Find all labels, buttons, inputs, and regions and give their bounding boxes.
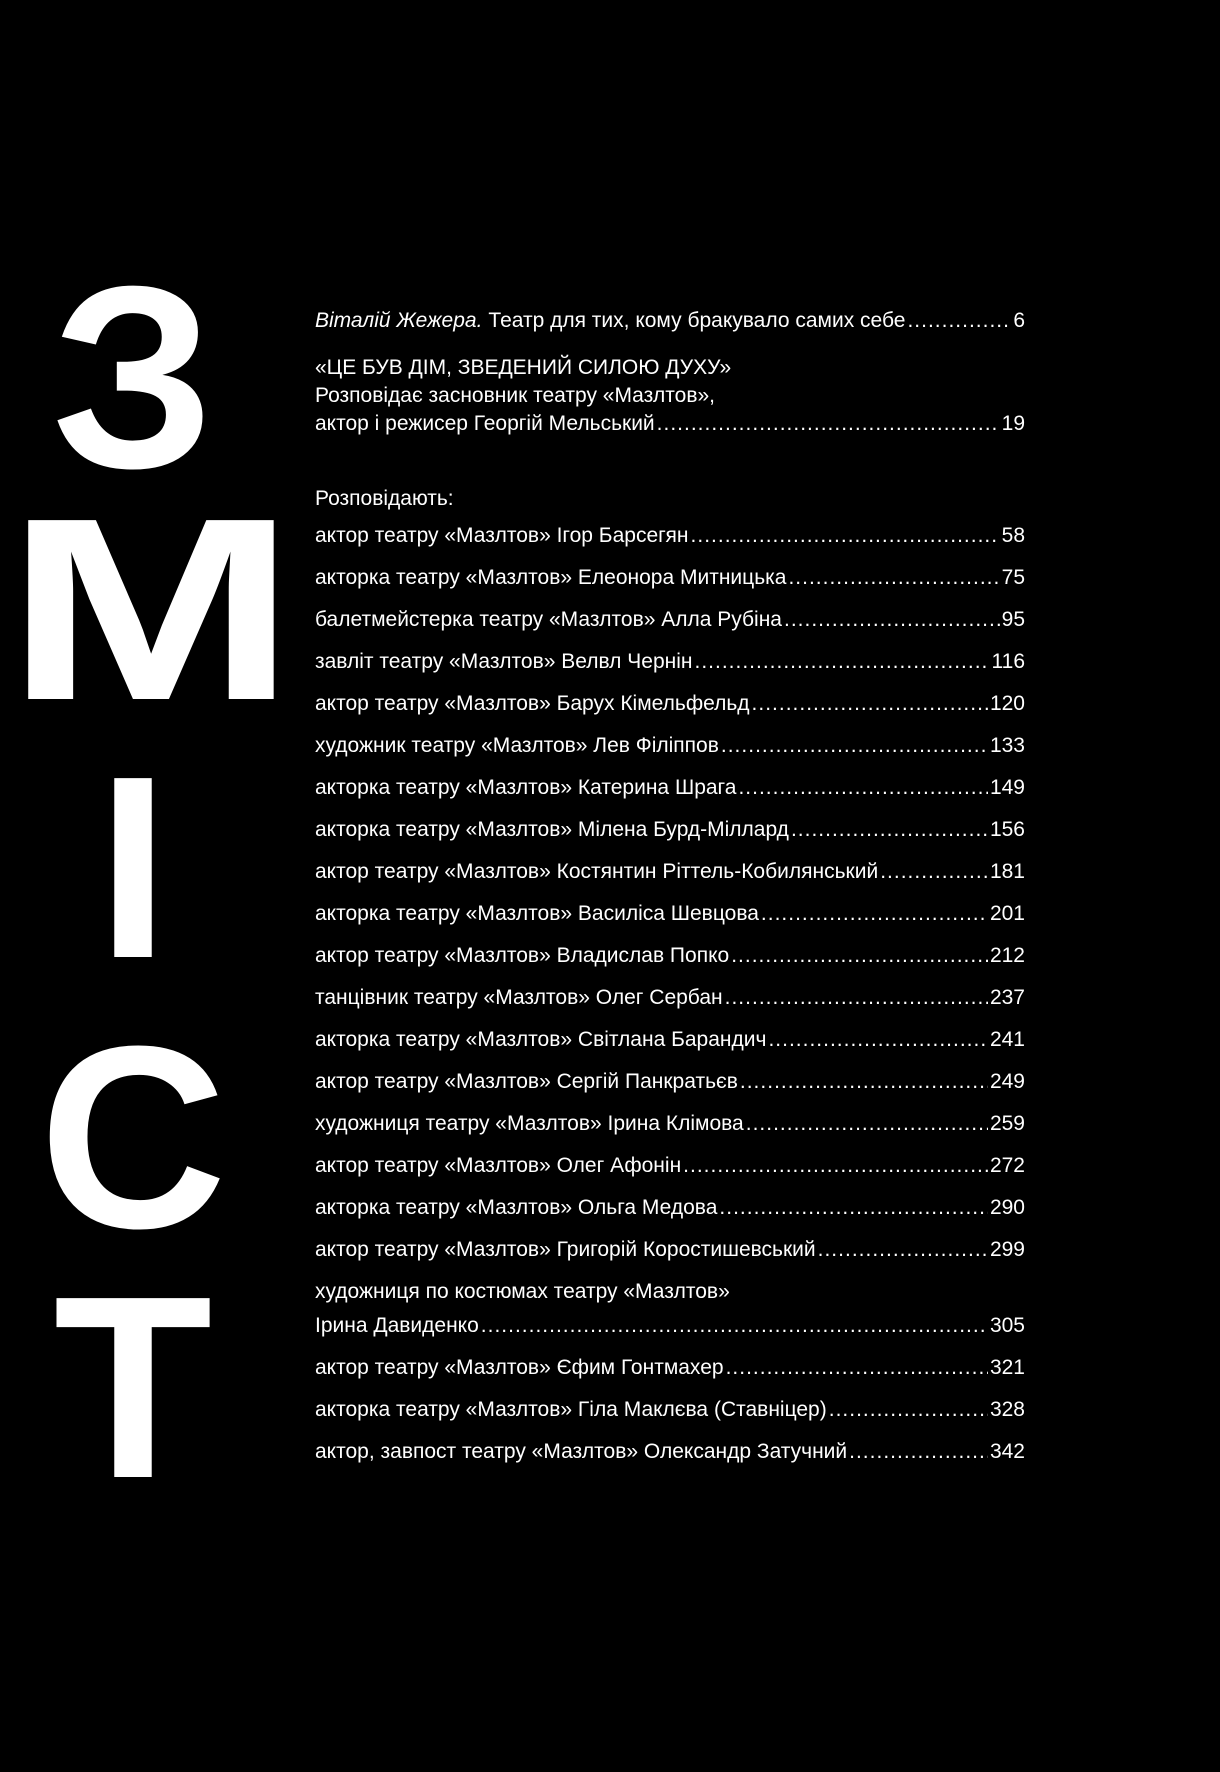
toc-page-number: 133 xyxy=(989,734,1025,757)
toc-entry-title: актор театру «Мазлтов» Григорій Коростишевський xyxy=(315,1238,816,1261)
dot-leader xyxy=(907,307,1011,335)
toc-entry-title: акторка театру «Мазлтов» Ольга Медова xyxy=(315,1196,718,1219)
toc-entry[interactable] xyxy=(315,648,1025,676)
toc-entry[interactable] xyxy=(315,858,1025,886)
toc-entry-subline: художниця по костюмах театру «Мазлтов» xyxy=(315,1280,730,1303)
toc-entry-title: актор театру «Мазлтов» Костянтин Ріттель-Кобилянський xyxy=(315,860,879,883)
side-title-letter: Т xyxy=(53,1243,213,1533)
toc-entry[interactable] xyxy=(315,732,1025,760)
toc-page-number: 75 xyxy=(1001,566,1025,589)
toc-entry[interactable] xyxy=(315,1026,1025,1054)
toc-entry-title: танцівник театру «Мазлтов» Олег Сербан xyxy=(315,986,723,1009)
toc-page-number: 95 xyxy=(1001,608,1025,631)
toc-page-number: 58 xyxy=(1001,524,1025,547)
toc-entry-title: актор театру «Мазлтов» Єфим Гонтмахер xyxy=(315,1356,724,1379)
toc-entry-title: актор театру «Мазлтов» Олег Афонін xyxy=(315,1154,682,1177)
toc-entry[interactable] xyxy=(315,564,1025,592)
toc-entry[interactable] xyxy=(315,1312,1025,1340)
dot-leader xyxy=(738,774,988,802)
toc-section-heading: «ЦЕ БУВ ДІМ, ЗВЕДЕНИЙ СИЛОЮ ДУХУ» xyxy=(315,356,732,379)
toc-entry-title: акторка театру «Мазлтов» Василіса Шевцова xyxy=(315,902,759,925)
toc-page-number: 6 xyxy=(1013,309,1025,332)
dot-leader xyxy=(657,410,1000,438)
toc-page-number: 212 xyxy=(989,944,1025,967)
toc-entry[interactable] xyxy=(315,1396,1025,1424)
toc-entry-title: актор театру «Мазлтов» Владислав Попко xyxy=(315,944,730,967)
dot-leader xyxy=(726,1354,988,1382)
toc-entry[interactable] xyxy=(315,690,1025,718)
dot-leader xyxy=(829,1396,988,1424)
toc-entry[interactable] xyxy=(315,1438,1025,1466)
toc-entry-title: акторка театру «Мазлтов» Мілена Бурд-Міллард xyxy=(315,818,789,841)
toc-page-number: 259 xyxy=(989,1112,1025,1135)
toc-entry-title: художник театру «Мазлтов» Лев Філіппов xyxy=(315,734,719,757)
toc-page-number: 156 xyxy=(989,818,1025,841)
toc-entry-title: актор театру «Мазлтов» Ігор Барсегян xyxy=(315,524,689,547)
toc-intro-author: Віталій Жежера. xyxy=(315,309,483,332)
toc-page-number: 305 xyxy=(989,1314,1025,1337)
toc-entry[interactable] xyxy=(315,522,1025,550)
toc-page-number: 249 xyxy=(989,1070,1025,1093)
toc-entry[interactable] xyxy=(315,1354,1025,1382)
toc-entry[interactable] xyxy=(315,942,1025,970)
side-title-letter: С xyxy=(39,993,227,1283)
side-title-letter: М xyxy=(4,465,298,755)
dot-leader xyxy=(731,942,988,970)
dot-leader xyxy=(880,858,988,886)
toc-page-number: 272 xyxy=(989,1154,1025,1177)
toc-page-number: 241 xyxy=(989,1028,1025,1051)
dot-leader xyxy=(849,1438,988,1466)
toc-entry[interactable] xyxy=(315,1236,1025,1264)
toc-page-number: 342 xyxy=(989,1440,1025,1463)
toc-entry-title: завліт театру «Мазлтов» Велвл Чернін xyxy=(315,650,693,673)
toc-page-number: 201 xyxy=(989,902,1025,925)
dot-leader xyxy=(683,1152,988,1180)
side-title-letter: З xyxy=(51,233,215,523)
toc-entry[interactable] xyxy=(315,984,1025,1012)
dot-leader xyxy=(752,690,988,718)
toc-intro-title: Театр для тих, кому бракувало самих себе xyxy=(488,309,906,332)
toc-page-number: 321 xyxy=(989,1356,1025,1379)
toc-page-number: 181 xyxy=(989,860,1025,883)
dot-leader xyxy=(694,648,989,676)
toc-entry-title: актор театру «Мазлтов» Сергій Панкратьєв xyxy=(315,1070,738,1093)
toc-entry[interactable] xyxy=(315,900,1025,928)
dot-leader xyxy=(746,1110,988,1138)
toc-entry[interactable] xyxy=(315,774,1025,802)
toc-entry-title: акторка театру «Мазлтов» Елеонора Митницька xyxy=(315,566,787,589)
toc-entry[interactable] xyxy=(315,1110,1025,1138)
toc-entry[interactable] xyxy=(315,816,1025,844)
dot-leader xyxy=(721,732,988,760)
toc-entry-title: акторка театру «Мазлтов» Гіла Маклєва (Ставніцер) xyxy=(315,1398,827,1421)
toc-entry-title: акторка театру «Мазлтов» Катерина Шрага xyxy=(315,776,737,799)
toc-entry-title: актор театру «Мазлтов» Барух Кімельфельд xyxy=(315,692,750,715)
toc-entry-title: балетмейстерка театру «Мазлтов» Алла Рубіна xyxy=(315,608,782,631)
toc-entry-title: актор, завпост театру «Мазлтов» Олександр Затучний xyxy=(315,1440,848,1463)
toc-entry-title: акторка театру «Мазлтов» Світлана Барандич xyxy=(315,1028,767,1051)
toc-entry[interactable] xyxy=(315,1194,1025,1222)
dot-leader xyxy=(768,1026,988,1054)
toc-page-number: 290 xyxy=(989,1196,1025,1219)
toc-entry-title: Ірина Давиденко xyxy=(315,1314,479,1337)
dot-leader xyxy=(740,1068,988,1096)
dot-leader xyxy=(791,816,988,844)
toc-page-number: 116 xyxy=(991,650,1025,673)
toc-page-number: 328 xyxy=(989,1398,1025,1421)
dot-leader xyxy=(725,984,988,1012)
dot-leader xyxy=(761,900,988,928)
toc-page-number: 149 xyxy=(989,776,1025,799)
toc-entry-title: актор і режисер Георгій Мельський xyxy=(315,412,655,435)
toc-page-number: 19 xyxy=(1001,412,1025,435)
toc-entry-title: художниця театру «Мазлтов» Ірина Клімова xyxy=(315,1112,744,1135)
dot-leader xyxy=(784,606,1000,634)
toc-entry[interactable] xyxy=(315,606,1025,634)
dot-leader xyxy=(481,1312,988,1340)
dot-leader xyxy=(788,564,999,592)
toc-section1-entry[interactable] xyxy=(315,410,1025,438)
dot-leader xyxy=(818,1236,988,1264)
toc-page-number: 120 xyxy=(989,692,1025,715)
dot-leader xyxy=(691,522,1000,550)
toc-section-heading: Розповідають: xyxy=(315,487,454,510)
toc-entry[interactable] xyxy=(315,1152,1025,1180)
toc-page-number: 237 xyxy=(989,986,1025,1009)
toc-section-subline: Розповідає засновник театру «Мазлтов», xyxy=(315,384,716,407)
toc-page-number: 299 xyxy=(989,1238,1025,1261)
toc-entry[interactable] xyxy=(315,1068,1025,1096)
side-title-letter: І xyxy=(96,723,170,1013)
toc-intro-entry[interactable] xyxy=(315,307,1025,335)
dot-leader xyxy=(719,1194,988,1222)
